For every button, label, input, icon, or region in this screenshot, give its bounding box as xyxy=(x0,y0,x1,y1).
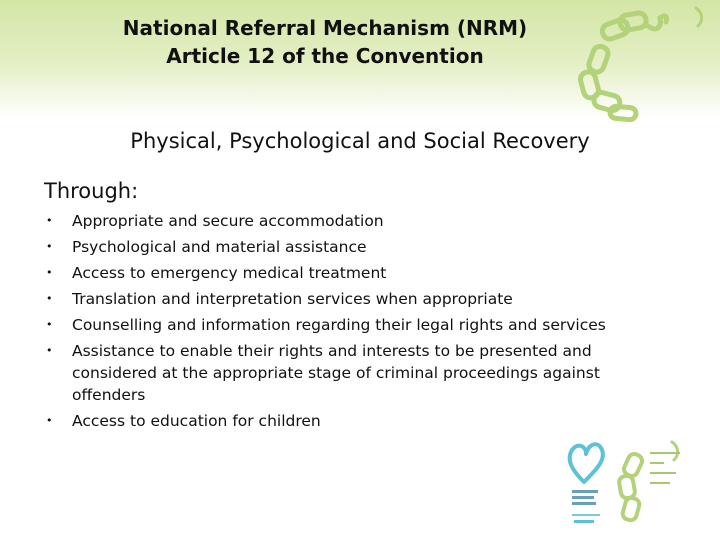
list-item xyxy=(44,288,644,310)
bullet-marker: • xyxy=(46,240,53,253)
list-item xyxy=(44,340,644,406)
bullet-marker: • xyxy=(46,318,53,331)
bullet-text: Psychological and material assistance xyxy=(72,238,367,256)
partner-logos xyxy=(562,436,702,528)
chain-links-icon xyxy=(578,2,718,122)
slide-title xyxy=(70,14,580,70)
title-line-2: Article 12 of the Convention xyxy=(166,44,484,68)
bullet-text: Access to education for children xyxy=(72,412,321,430)
blue-heart-campaign-logo xyxy=(570,444,603,523)
bullet-marker: • xyxy=(46,414,53,427)
list-item xyxy=(44,210,644,232)
bullet-list xyxy=(44,210,644,436)
bullet-marker: • xyxy=(46,292,53,305)
bullet-marker: • xyxy=(46,214,53,227)
list-item xyxy=(44,314,644,336)
list-item xyxy=(44,236,644,258)
bullet-text: Translation and interpretation services when appropriate xyxy=(72,290,513,308)
making-the-invisible-visible-logo xyxy=(618,442,680,521)
bullet-text: Assistance to enable their rights and interests to be presented and considered at the appropriate stage of criminal proceedings against offenders xyxy=(72,342,600,404)
bullet-marker: • xyxy=(46,344,53,357)
bullet-text: Access to emergency medical treatment xyxy=(72,264,387,282)
list-item xyxy=(44,262,644,284)
through-label: Through: xyxy=(44,179,139,203)
title-line-1: National Referral Mechanism (NRM) xyxy=(122,16,528,40)
bullet-text: Counselling and information regarding their legal rights and services xyxy=(72,316,606,334)
bullet-marker: • xyxy=(46,266,53,279)
bullet-text: Appropriate and secure accommodation xyxy=(72,212,384,230)
slide-subtitle: Physical, Psychological and Social Recovery xyxy=(130,129,590,153)
list-item xyxy=(44,410,644,432)
